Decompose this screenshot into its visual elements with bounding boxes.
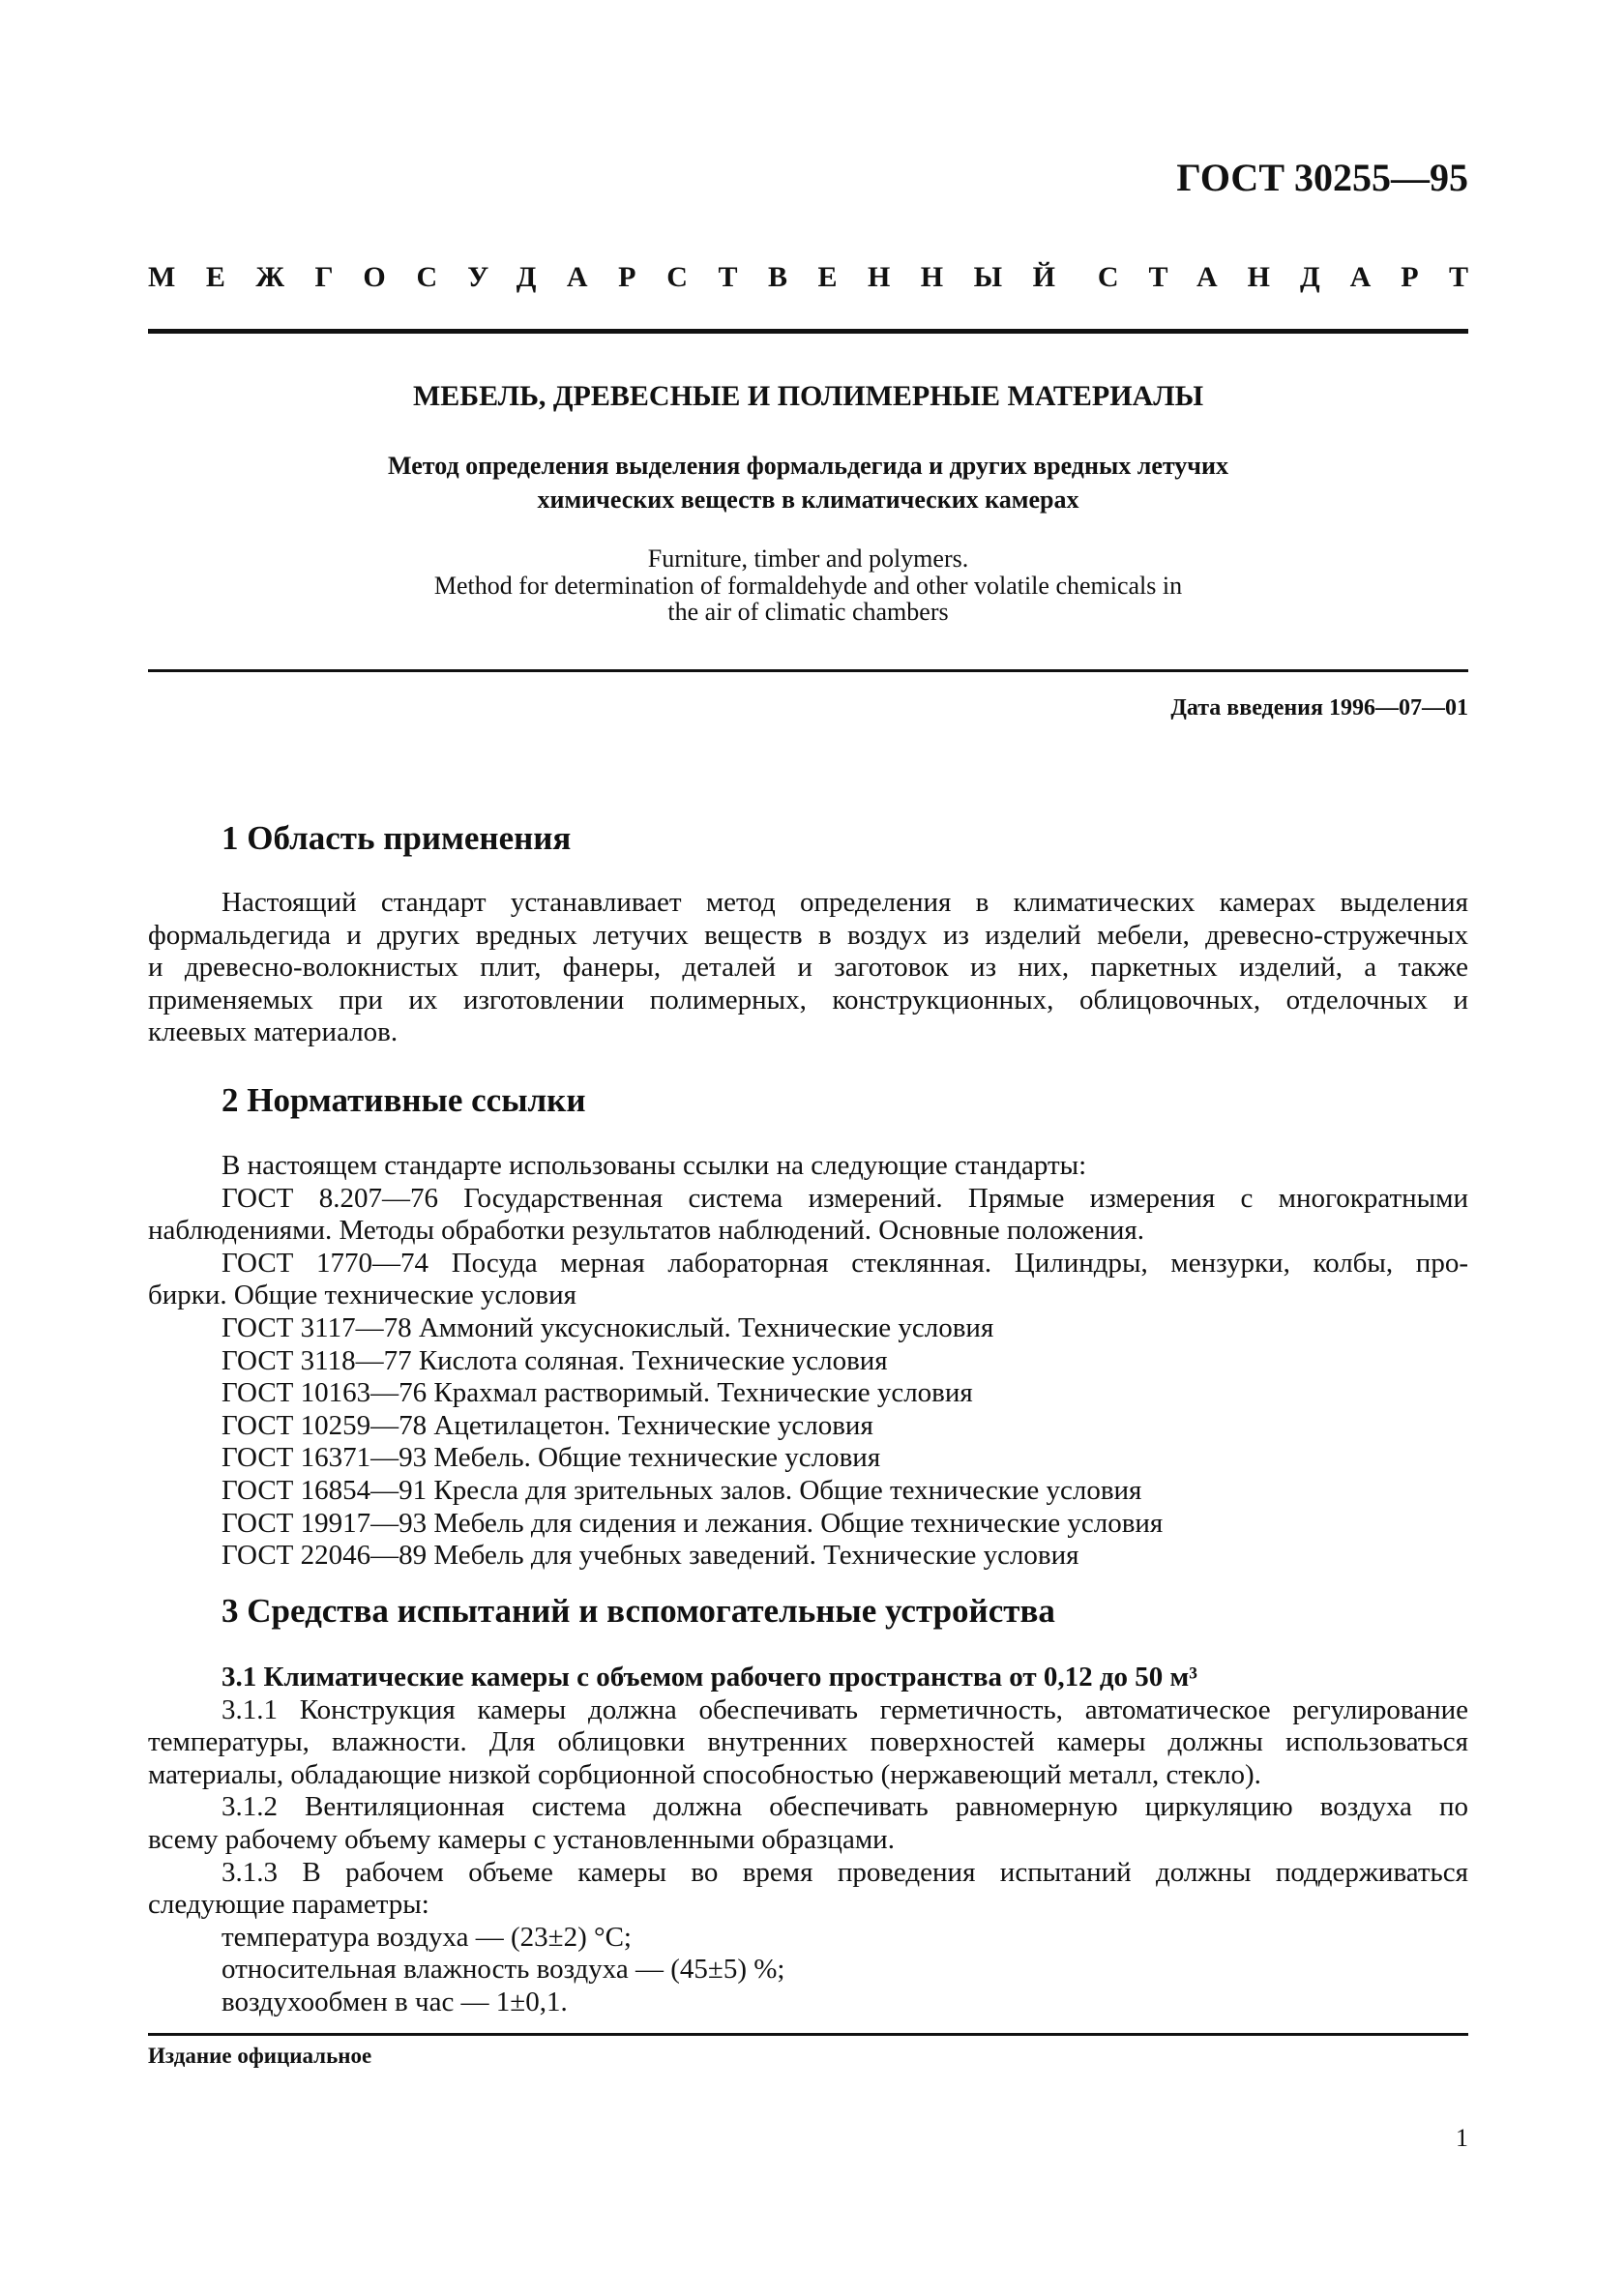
subsection-heading: 3.1 Климатические камеры с объемом рабочего пространства от 0,12 до 50 м³ <box>221 1662 1197 1693</box>
text-line: 3.1.1 Конструкция камеры должна обеспечивать герметичность, автоматическое регулирование <box>221 1693 1468 1725</box>
text-line: 3.1.3 В рабочем объеме камеры во время проведения испытаний должны поддерживаться <box>221 1856 1468 1888</box>
subtitle-line: Метод определения выделения формальдегида и других вредных летучих <box>388 452 1228 480</box>
reference-line: ГОСТ 10259—78 Ацетилацетон. Технические условия <box>221 1409 873 1441</box>
reference-line: ГОСТ 16371—93 Мебель. Общие технические условия <box>221 1442 881 1474</box>
section-2-body <box>148 1150 1468 1573</box>
reference-line: ГОСТ 3118—77 Кислота соляная. Технические условия <box>221 1344 888 1376</box>
text-line: Настоящий стандарт устанавливает метод определения в климатических камерах выделения <box>221 887 1468 918</box>
section-2-heading: 2 Нормативные ссылки <box>221 1081 586 1119</box>
reference-line: ГОСТ 3117—78 Аммоний уксуснокислый. Технические условия <box>221 1311 994 1343</box>
text-line: и древесно-волокнистых плит, фанеры, деталей и заготовок из них, паркетных изделий, а также <box>148 952 1468 984</box>
parameter-line: воздухообмен в час — 1±0,1. <box>221 1986 568 2017</box>
section-1-body <box>148 887 1468 1049</box>
edition-label: Издание официальное <box>148 2044 372 2068</box>
text-line: В настоящем стандарте использованы ссылки на следующие стандарты: <box>221 1150 1087 1181</box>
section-1-heading: 1 Область применения <box>221 819 572 857</box>
section-3-body <box>148 1662 1468 2019</box>
reference-line: ГОСТ 10163—76 Крахмал растворимый. Технические условия <box>221 1377 973 1409</box>
page-number: 1 <box>1456 2124 1468 2152</box>
section-3-heading: 3 Средства испытаний и вспомогательные устройства <box>221 1592 1055 1630</box>
text-line: 3.1.2 Вентиляционная система должна обеспечивать равномерную циркуляцию воздуха по <box>221 1791 1468 1823</box>
english-title-line: Method for determination of formaldehyde and other volatile chemicals in <box>433 571 1183 600</box>
text-line: клеевых материалов. <box>148 1016 399 1048</box>
reference-line: ГОСТ 1770—74 Посуда мерная лабораторная стеклянная. Цилиндры, мензурки, колбы, про- <box>221 1247 1468 1279</box>
standard-type-word1: МЕЖГОСУДАРСТВЕННЫЙ <box>148 261 1086 293</box>
reference-line: ГОСТ 19917—93 Мебель для сидения и лежания. Общие технические условия <box>221 1507 1164 1539</box>
text-line: применяемых при их изготовлении полимерных, конструкционных, облицовочных, отделочных и <box>148 984 1468 1016</box>
english-title-line: the air of climatic chambers <box>667 598 949 626</box>
english-title <box>148 545 1468 626</box>
document-subtitle <box>148 449 1468 516</box>
english-title-line: Furniture, timber and polymers. <box>647 545 969 573</box>
parameter-line: относительная влажность воздуха — (45±5) %; <box>221 1954 785 1986</box>
text-line: температуры, влажности. Для облицовки внутренних поверхностей камеры должны использоваться <box>148 1726 1468 1758</box>
standard-type <box>148 261 1498 300</box>
parameter-line: температура воздуха — (23±2) °С; <box>221 1921 632 1953</box>
text-line: следующие параметры: <box>148 1889 429 1921</box>
subtitle-line: химических веществ в климатических камерах <box>537 486 1079 514</box>
standard-type-word2: СТАНДАРТ <box>1097 261 1498 293</box>
text-line: материалы, обладающие низкой сорбционной способностью (нержавеющий металл, стекло). <box>148 1758 1261 1790</box>
reference-line: ГОСТ 16854—91 Кресла для зрительных залов. Общие технические условия <box>221 1474 1142 1506</box>
document-title: МЕБЕЛЬ, ДРЕВЕСНЫЕ И ПОЛИМЕРНЫЕ МАТЕРИАЛЫ <box>412 380 1204 412</box>
document-number: ГОСТ 30255—95 <box>1176 156 1468 199</box>
text-line: формальдегида и других вредных летучих веществ в воздух из изделий мебели, древесно-стружечных <box>148 919 1468 951</box>
reference-line: ГОСТ 8.207—76 Государственная система измерений. Прямые измерения с многократными <box>221 1182 1468 1214</box>
reference-line: бирки. Общие технические условия <box>148 1280 576 1311</box>
header-divider <box>148 329 1468 334</box>
title-divider <box>148 669 1468 672</box>
reference-line: наблюдениями. Методы обработки результатов наблюдений. Основные положения. <box>148 1215 1144 1247</box>
introduction-date: Дата введения 1996—07—01 <box>1170 695 1468 721</box>
footer-divider <box>148 2033 1468 2036</box>
text-line: всему рабочему объему камеры с установленными образцами. <box>148 1823 895 1855</box>
reference-line: ГОСТ 22046—89 Мебель для учебных заведений. Технические условия <box>221 1540 1079 1572</box>
